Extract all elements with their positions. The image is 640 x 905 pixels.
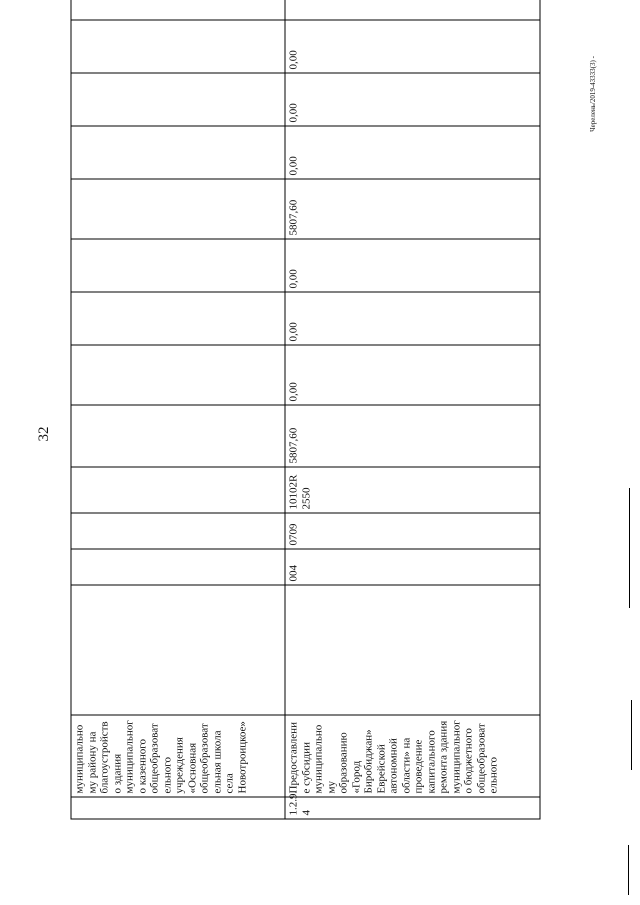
cell-year bbox=[71, 292, 285, 345]
cell-year bbox=[71, 126, 285, 179]
cell-year bbox=[71, 20, 285, 73]
budget-table-container bbox=[71, 34, 530, 820]
cell-year: 0,00 bbox=[285, 239, 540, 292]
cell-year bbox=[285, 0, 540, 20]
cell-rzpr: 0709 bbox=[285, 513, 540, 549]
cell-name: муниципально му району на благоустройств о здания муниципальног о казенного общеобразоват ельного учреждения «Основная общеобразоват ельная школа села Новотроицкое» bbox=[71, 715, 285, 797]
cell-num: 1.2.9. 4 bbox=[285, 797, 540, 819]
table-row bbox=[71, 0, 285, 819]
cell-year: 0,00 bbox=[285, 20, 540, 73]
document-code: Черелень/2019-43333(3) - bbox=[587, 24, 599, 164]
cell-year bbox=[71, 73, 285, 126]
scan-artifact bbox=[631, 700, 632, 770]
cell-total: 5807,60 bbox=[285, 405, 540, 467]
cell-year: 5807,60 bbox=[285, 179, 540, 239]
cell-csr: 10102R 2550 bbox=[285, 467, 540, 513]
cell-year bbox=[71, 179, 285, 239]
cell-executor bbox=[285, 585, 540, 715]
cell-rzpr bbox=[71, 513, 285, 549]
cell-grbs bbox=[71, 549, 285, 585]
cell-year bbox=[71, 0, 285, 20]
table-row bbox=[285, 0, 540, 819]
cell-name: Предоставлени е субсидии муниципально му образованию «Город Биробиджан» Еврейской автономной области» на проведение капитального ремонта здания муниципальног о бюджетного общеобразоват ельного bbox=[285, 715, 540, 797]
cell-csr bbox=[71, 467, 285, 513]
cell-year: 0,00 bbox=[285, 345, 540, 405]
cell-year bbox=[71, 345, 285, 405]
cell-grbs: 004 bbox=[285, 549, 540, 585]
page-number: 32 bbox=[36, 426, 52, 442]
cell-num bbox=[71, 797, 285, 819]
cell-total bbox=[71, 405, 285, 467]
cell-year bbox=[71, 239, 285, 292]
scan-artifact bbox=[629, 488, 630, 608]
cell-year: 0,00 bbox=[285, 292, 540, 345]
cell-year: 0,00 bbox=[285, 73, 540, 126]
cell-executor bbox=[71, 585, 285, 715]
budget-table bbox=[71, 0, 541, 820]
cell-year: 0,00 bbox=[285, 126, 540, 179]
scan-artifact bbox=[628, 845, 629, 895]
